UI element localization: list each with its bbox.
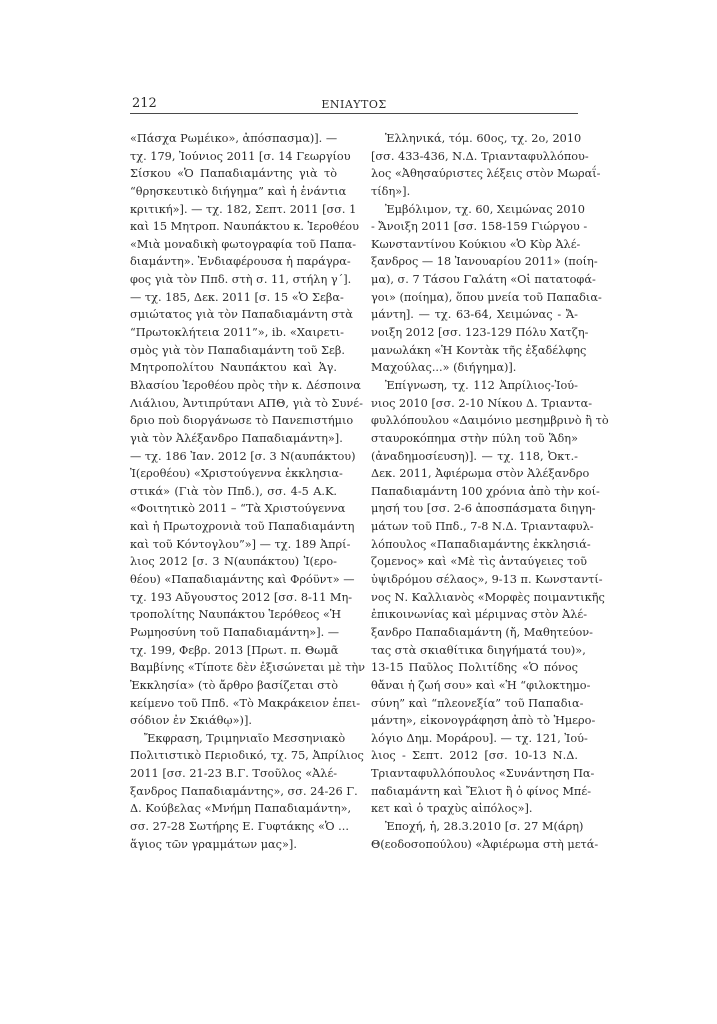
text-line: Ἐπίγνωση, τχ. 112 Ἀπρίλιος-Ἰού- [385,378,578,392]
text-line: «Μιὰ μοναδικὴ φωτογραφία τοῦ Παπα- [130,237,357,251]
page-number: 212 [132,96,157,111]
text-line: Ρωμηοσύνη τοῦ Παπαδιαμάντη»]. — [130,625,340,639]
left-column [130,130,366,853]
text-line: στικά» (Γιὰ τὸν Ππδ.), σσ. 4-5 Α.Κ. [130,484,337,498]
text-line: 13-15 Παῦλος Πολιτίδης «Ὁ πόνος [371,661,578,675]
text-line: Μαχούλας...» (διήγημα)]. [371,361,517,375]
text-line: Θ(εοδοσοπούλου) «Ἀφιέρωμα στὴ μετά- [371,837,599,851]
text-line: Πολιτιστικὸ Περιοδικό, τχ. 75, Ἀπρίλιος [130,749,364,763]
text-line: δριο ποὺ διοργάνωσε τὸ Πανεπιστήμιο [130,414,354,428]
text-line: - Ἄνοιξη 2011 [σσ. 158-159 Γιώργου - [371,220,588,234]
text-line: νοιξη 2012 [σσ. 123-129 Πόλυ Χατζη- [371,326,589,340]
text-line: μάντη», εἰκονογράφηση ἀπὸ τὸ Ἡμερο- [371,714,596,728]
text-line: [σσ. 433-436, Ν.Δ. Τριανταφυλλόπου- [371,149,589,163]
text-line: — τχ. 185, Δεκ. 2011 [σ. 15 «Ὁ Σεβα- [130,290,344,304]
text-line: Σίσκου «Ὁ Παπαδιαμάντης γιὰ τὸ [130,167,337,181]
text-line: νιος 2010 [σσ. 2-10 Νίκου Δ. Τριαντα- [371,396,593,410]
text-line: ἐπικοινωνίας καὶ μέριμνας στὸν Ἀλέ- [371,608,588,622]
text-line: σόδιον ἐν Σκιάθῳ»)]. [130,714,252,728]
text-line: καὶ ἡ Πρωτοχρονιὰ τοῦ Παπαδιαμάντη [130,520,355,534]
text-line: Δεκ. 2011, Ἀφιέρωμα στὸν Ἀλέξανδρο [371,467,590,481]
text-line: σμιώτατος γιὰ τὸν Παπαδιαμάντη στὰ [130,308,353,322]
text-line: καὶ τοῦ Κόντογλου”»] — τχ. 189 Ἀπρί- [130,537,351,551]
text-line: Βαμβίνης «Τίποτε δὲν ἐξισώνεται μὲ τὴν [130,661,366,675]
header-rule [130,113,578,114]
text-line: ξανδρο Παπαδιαμάντη (ἤ, Μαθητεύον- [371,625,593,639]
text-line: λιος - Σεπτ. 2012 [σσ. 10-13 Ν.Δ. [371,749,578,763]
text-line: σύνη” καὶ “πλεονεξία” τοῦ Παπαδια- [371,696,584,710]
text-line: λόγιο Δημ. Μοράρου]. — τχ. 121, Ἰού- [371,731,588,745]
text-line: (ἀναδημοσίευση)]. — τχ. 118, Ὀκτ.- [371,449,578,463]
text-line: «Φοιτητικὸ 2011 – “Τὰ Χριστούγεννα [130,502,346,516]
text-line: «Πάσχα Ρωμέικο», ἀπόσπασμα)]. — [130,132,338,145]
text-line: Ἰ(εροθέου) «Χριστούγεννα ἐκκλησια- [130,467,343,481]
text-line: σσ. 27-28 Σωτήρης Ε. Γυφτάκης «Ὁ ... [130,819,349,833]
text-line: Λιάλιου, Ἀντιπρύτανι ΑΠΘ, γιὰ τὸ Συνέ- [130,396,363,410]
text-line: 2011 [σσ. 21-23 Β.Γ. Τσοῦλος «Ἀλέ- [130,767,338,781]
text-line: Τριανταφυλλόπουλος «Συνάντηση Πα- [371,767,595,781]
text-line: λόπουλος «Παπαδιαμάντης ἐκκλησιά- [371,537,591,551]
text-line: Βλασίου Ἱεροθέου πρὸς τὴν κ. Δέσποινα [130,378,361,392]
text-line: “θρησκευτικὸ διήγημα” καὶ ἡ ἐνάντια [130,184,347,198]
text-line: μησή του [σσ. 2-6 ἀποσπάσματα διηγη- [371,502,596,516]
text-line: Ἐκκλησία» (τὸ ἄρθρο βασίζεται στὸ [130,678,339,692]
text-line: Ἑλληνικά, τόμ. 60ος, τχ. 2ο, 2010 [385,132,582,145]
text-line: γιὰ τὸν Ἀλέξανδρο Παπαδιαμάντη»]. [130,431,343,445]
text-line: νος Ν. Καλλιανὸς «Μορφὲς ποιμαντικῆς [371,590,605,604]
text-line: τας στὰ σκιαθίτικα διηγήματά του)», [371,643,586,657]
text-line: κείμενο τοῦ Ππδ. «Τὸ Μακράκειον ἐπει- [130,696,361,710]
text-line: διαμάντη». Ἐνδιαφέρουσα ἡ παράγρα- [130,255,351,269]
text-line: ἅγιος τῶν γραμμάτων μας»]. [130,837,297,851]
text-line: τροπολίτης Ναυπάκτου Ἱερόθεος «Ἡ [130,608,342,622]
text-line: γοι» (ποίημα), ὅπου μνεία τοῦ Παπαδια- [371,290,602,304]
page-header [130,95,578,115]
text-line: Δ. Κούβελας «Μνήμη Παπαδιαμάντη», [130,802,352,816]
text-line: παδιαμάντη καὶ Ἔλιοτ ἢ ὁ φίνος Μπέ- [371,784,592,798]
text-line: Παπαδιαμάντη 100 χρόνια ἀπὸ τὴν κοί- [371,484,600,498]
text-line: θἄναι ἡ ζωή σου» καὶ «Ἡ “φιλοκτημο- [371,678,591,692]
text-line: κριτική»]. — τχ. 182, Σεπτ. 2011 [σσ. 1 [130,202,357,216]
text-line: “Πρωτοκλήτεια 2011”», ib. «Χαιρετι- [130,326,344,340]
text-line: τχ. 179, Ἰούνιος 2011 [σ. 14 Γεωργίου [130,149,351,163]
right-column [371,130,609,853]
text-line: Ἔκφραση, Τριμηνιαῖο Μεσσηνιακὸ [144,731,346,745]
text-line: μάντη]. — τχ. 63-64, Χειμώνας - Ἄ- [371,308,578,322]
text-line: τχ. 199, Φεβρ. 2013 [Πρωτ. π. Θωμᾶ [130,643,339,657]
text-line: Ἐποχή, ἡ, 28.3.2010 [σ. 27 Μ(άρη) [385,819,584,833]
text-line: ξανδρος Παπαδιαμάντης», σσ. 24-26 Γ. [130,784,358,798]
text-line: καὶ 15 Μητροπ. Ναυπάκτου κ. Ἱεροθέου [130,220,359,234]
text-line: μα), σ. 7 Τάσου Γαλάτη «Οἱ πατατοφά- [371,273,596,287]
running-head: ΕΝΙΑΥΤΟΣ [321,98,387,111]
text-line: μανωλάκη «Ἡ Κοντὰκ τῆς ἐξαδέλφης [371,343,587,357]
text-line: ζομενος» καὶ «Μὲ τὶς ἀνταύγειες τοῦ [371,555,588,569]
text-line: — τχ. 186 Ἰαν. 2012 [σ. 3 Ν(αυπάκτου) [130,449,356,463]
text-line: λιος 2012 [σ. 3 Ν(αυπάκτου) Ἰ(ερο- [130,555,337,569]
text-line: ξανδρος — 18 Ἰανουαρίου 2011» (ποίη- [371,255,598,269]
text-line: ὑψιδρόμου σέλαος», 9-13 π. Κωνσταντί- [371,573,603,587]
text-line: θέου) «Παπαδιαμάντης καὶ Φρόϋντ» — [130,573,355,587]
text-line: Μητροπολίτου Ναυπάκτου καὶ Ἁγ. [130,361,337,375]
text-line: σταυροκόπημα στὴν πύλη τοῦ Ἅδη» [371,431,578,445]
text-line: φυλλόπουλου «Δαιμόνιο μεσημβρινὸ ἢ τὸ [371,414,609,428]
text-line: κετ καὶ ὁ τραχὺς αἰπόλος»]. [371,802,533,816]
text-line: σμὸς γιὰ τὸν Παπαδιαμάντη τοῦ Σεβ. [130,343,345,357]
text-line: λος «Ἀθησαύριστες λέξεις στὸν Μωραΐ- [371,167,601,181]
text-line: Ἐμβόλιμον, τχ. 60, Χειμώνας 2010 [385,202,585,216]
text-line: τίδη»]. [371,184,411,198]
text-line: Κωνσταντίνου Κούκιου «Ὁ Κὺρ Ἀλέ- [371,237,581,251]
text-line: τχ. 193 Αὔγουστος 2012 [σσ. 8-11 Μη- [130,590,353,604]
text-line: φος γιὰ τὸν Ππδ. στὴ σ. 11, στήλη γ´]. [130,273,352,287]
text-line: μάτων τοῦ Ππδ., 7-8 Ν.Δ. Τριανταφυλ- [371,520,594,534]
